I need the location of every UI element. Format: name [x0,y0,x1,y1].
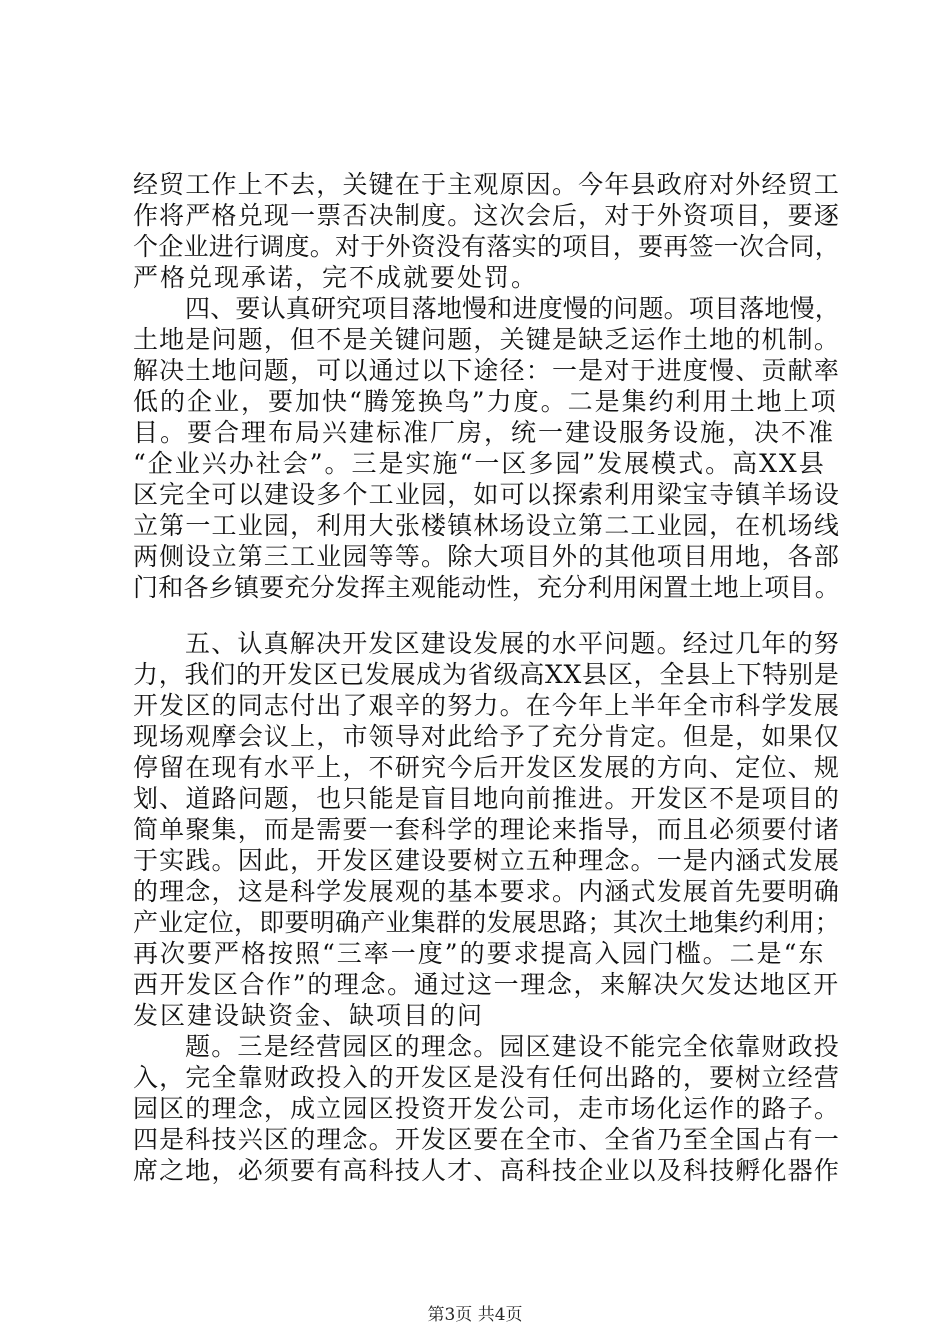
text-line: 题。三是经营园区的理念。园区建设不能完全依靠财政投 [185,1032,841,1061]
text-line: 入，完全靠财政投入的开发区是没有任何出路的，要树立经营 [133,1063,841,1092]
text-line: 区完全可以建设多个工业园，如可以探索利用梁宝寺镇羊场设 [133,480,841,509]
text-line: 两侧设立第三工业园等等。除大项目外的其他项目用地，各部 [133,542,841,571]
text-line: 席之地，必须要有高科技人才、高科技企业以及科技孵化器作 [133,1156,841,1185]
text-line: 经贸工作上不去，关键在于主观原因。今年县政府对外经贸工 [133,170,841,199]
text-line: 个企业进行调度。对于外资没有落实的项目，要再签一次合同， [133,232,841,261]
text-line: 四、要认真研究项目落地慢和进度慢的问题。项目落地慢， [185,294,841,323]
text-line: 开发区的同志付出了艰辛的努力。在今年上半年全市科学发展 [133,691,841,720]
text-line: 五、认真解决开发区建设发展的水平问题。经过几年的努 [185,629,841,658]
text-line: 低的企业，要加快“腾笼换鸟”力度。二是集约利用土地上项 [133,387,838,416]
text-line: 西开发区合作”的理念。通过这一理念，来解决欠发达地区开 [133,970,840,999]
page-number-footer: 第3页 共4页 [427,1305,523,1325]
text-line: 的理念，这是科学发展观的基本要求。内涵式发展首先要明确 [133,877,841,906]
text-line: 园区的理念，成立园区投资开发公司，走市场化运作的路子。 [133,1094,841,1123]
text-line: 门和各乡镇要充分发挥主观能动性，充分利用闲置土地上项目。 [133,573,841,602]
text-line: 划、道路问题，也只能是盲目地向前推进。开发区不是项目的 [133,784,841,813]
text-line: 力，我们的开发区已发展成为省级高XX县区，全县上下特别是 [133,660,840,689]
text-line: 解决土地问题，可以通过以下途径：一是对于进度慢、贡献率 [133,356,841,385]
text-line: 严格兑现承诺，完不成就要处罚。 [133,263,539,292]
text-line: 产业定位，即要明确产业集群的发展思路；其次土地集约利用； [133,908,841,937]
text-line: 现场观摩会议上，市领导对此给予了充分肯定。但是，如果仅 [133,722,841,751]
text-line: 四是科技兴区的理念。开发区要在全市、全省乃至全国占有一 [133,1125,841,1154]
text-line: 于实践。因此，开发区建设要树立五种理念。一是内涵式发展 [133,846,841,875]
text-line: 作将严格兑现一票否决制度。这次会后，对于外资项目，要逐 [133,201,841,230]
text-line: 目。要合理布局兴建标准厂房，统一建设服务设施，决不准 [133,418,836,447]
text-line: 停留在现有水平上，不研究今后开发区发展的方向、定位、规 [133,753,841,782]
text-line: 土地是问题，但不是关键问题，关键是缺乏运作土地的机制。 [133,325,841,354]
text-line: 再次要严格按照“三率一度”的要求提高入园门槛。二是“东 [133,939,826,968]
text-line: 发区建设缺资金、缺项目的问 [133,1001,485,1030]
text-line: 立第一工业园，利用大张楼镇林场设立第二工业园，在机场线 [133,511,841,540]
text-line: 简单聚集，而是需要一套科学的理论来指导，而且必须要付诸 [133,815,841,844]
text-line: “企业兴办社会”。三是实施“一区多园”发展模式。高XX县 [133,449,826,478]
